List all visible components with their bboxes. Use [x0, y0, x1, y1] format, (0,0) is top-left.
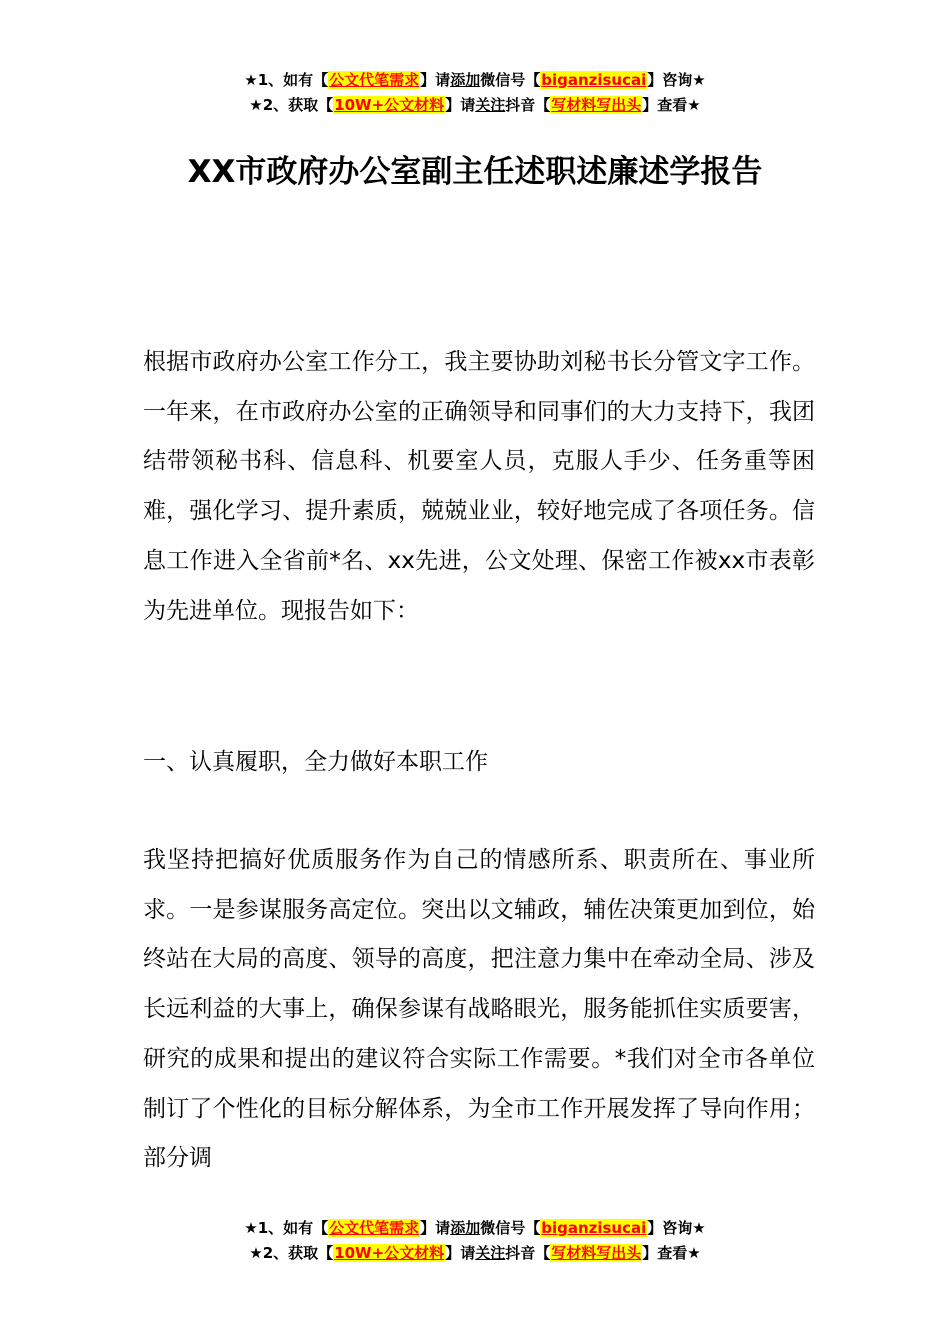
- section-heading: 一、认真履职，全力做好本职工作: [143, 749, 488, 775]
- banner-text: 】请: [420, 1219, 451, 1237]
- banner-highlight: 10W+公文材料: [334, 1244, 445, 1262]
- banner-text: ★2、获取【: [249, 96, 334, 114]
- banner-text: 】请: [420, 71, 451, 89]
- banner-text: 】查看★: [642, 96, 701, 114]
- banner-text: 】请: [445, 96, 476, 114]
- banner-highlight: 写材料写出头: [551, 1244, 642, 1262]
- banner-highlight: 公文代笔需求: [329, 1219, 420, 1237]
- banner-text: 抖音【: [505, 1244, 551, 1262]
- banner-text: ★2、获取【: [249, 1244, 334, 1262]
- document-title: XX市政府办公室副主任述职述廉述学报告: [187, 154, 763, 190]
- banner-line-1: [0, 68, 950, 93]
- banner-text: 抖音【: [505, 96, 551, 114]
- banner-underline: 添加: [450, 1219, 481, 1237]
- banner-text: ★1、如有【: [244, 71, 329, 89]
- banner-text: 】咨询★: [647, 71, 706, 89]
- banner-text: 】咨询★: [647, 1219, 706, 1237]
- footer-banner: [0, 1216, 950, 1266]
- banner-highlight: 10W+公文材料: [334, 96, 445, 114]
- banner-text: 】查看★: [642, 1244, 701, 1262]
- banner-line-1: [0, 1216, 950, 1241]
- banner-highlight: 写材料写出头: [551, 96, 642, 114]
- banner-highlight: biganzisucai: [541, 71, 647, 89]
- banner-text: 】请: [445, 1244, 476, 1262]
- paragraph-intro: 根据市政府办公室工作分工，我主要协助刘秘书长分管文字工作。一年来，在市政府办公室的正确领导和同事们的大力支持下，我团结带领秘书科、信息科、机要室人员，克服人手少、任务重等困难，强化学习、提升素质，兢兢业业，较好地完成了各项任务。信息工作进入全省前*名、xx先进，公文处理、保密工作被xx市表彰为先进单位。现报告如下：: [143, 349, 815, 624]
- banner-underline: 添加: [450, 71, 481, 89]
- banner-text: 微信号【: [480, 1219, 541, 1237]
- paragraph-body: 我坚持把搞好优质服务作为自己的情感所系、职责所在、事业所求。一是参谋服务高定位。突出以文辅政，辅佐决策更加到位，始终站在大局的高度、领导的高度，把注意力集中在牵动全局、涉及长远利益的大事上，确保参谋有战略眼光，服务能抓住实质要害，研究的成果和提出的建议符合实际工作需要。*我们对全市各单位制订了个性化的目标分解体系，为全市工作开展发挥了导向作用；部分调: [143, 847, 815, 1172]
- banner-underline: 关注: [475, 1244, 506, 1262]
- banner-highlight: 公文代笔需求: [329, 71, 420, 89]
- banner-underline: 关注: [475, 96, 506, 114]
- banner-highlight: biganzisucai: [541, 1219, 647, 1237]
- banner-line-2: [0, 1241, 950, 1266]
- banner-text: 微信号【: [480, 71, 541, 89]
- banner-text: ★1、如有【: [244, 1219, 329, 1237]
- header-banner: [0, 68, 950, 118]
- banner-line-2: [0, 93, 950, 118]
